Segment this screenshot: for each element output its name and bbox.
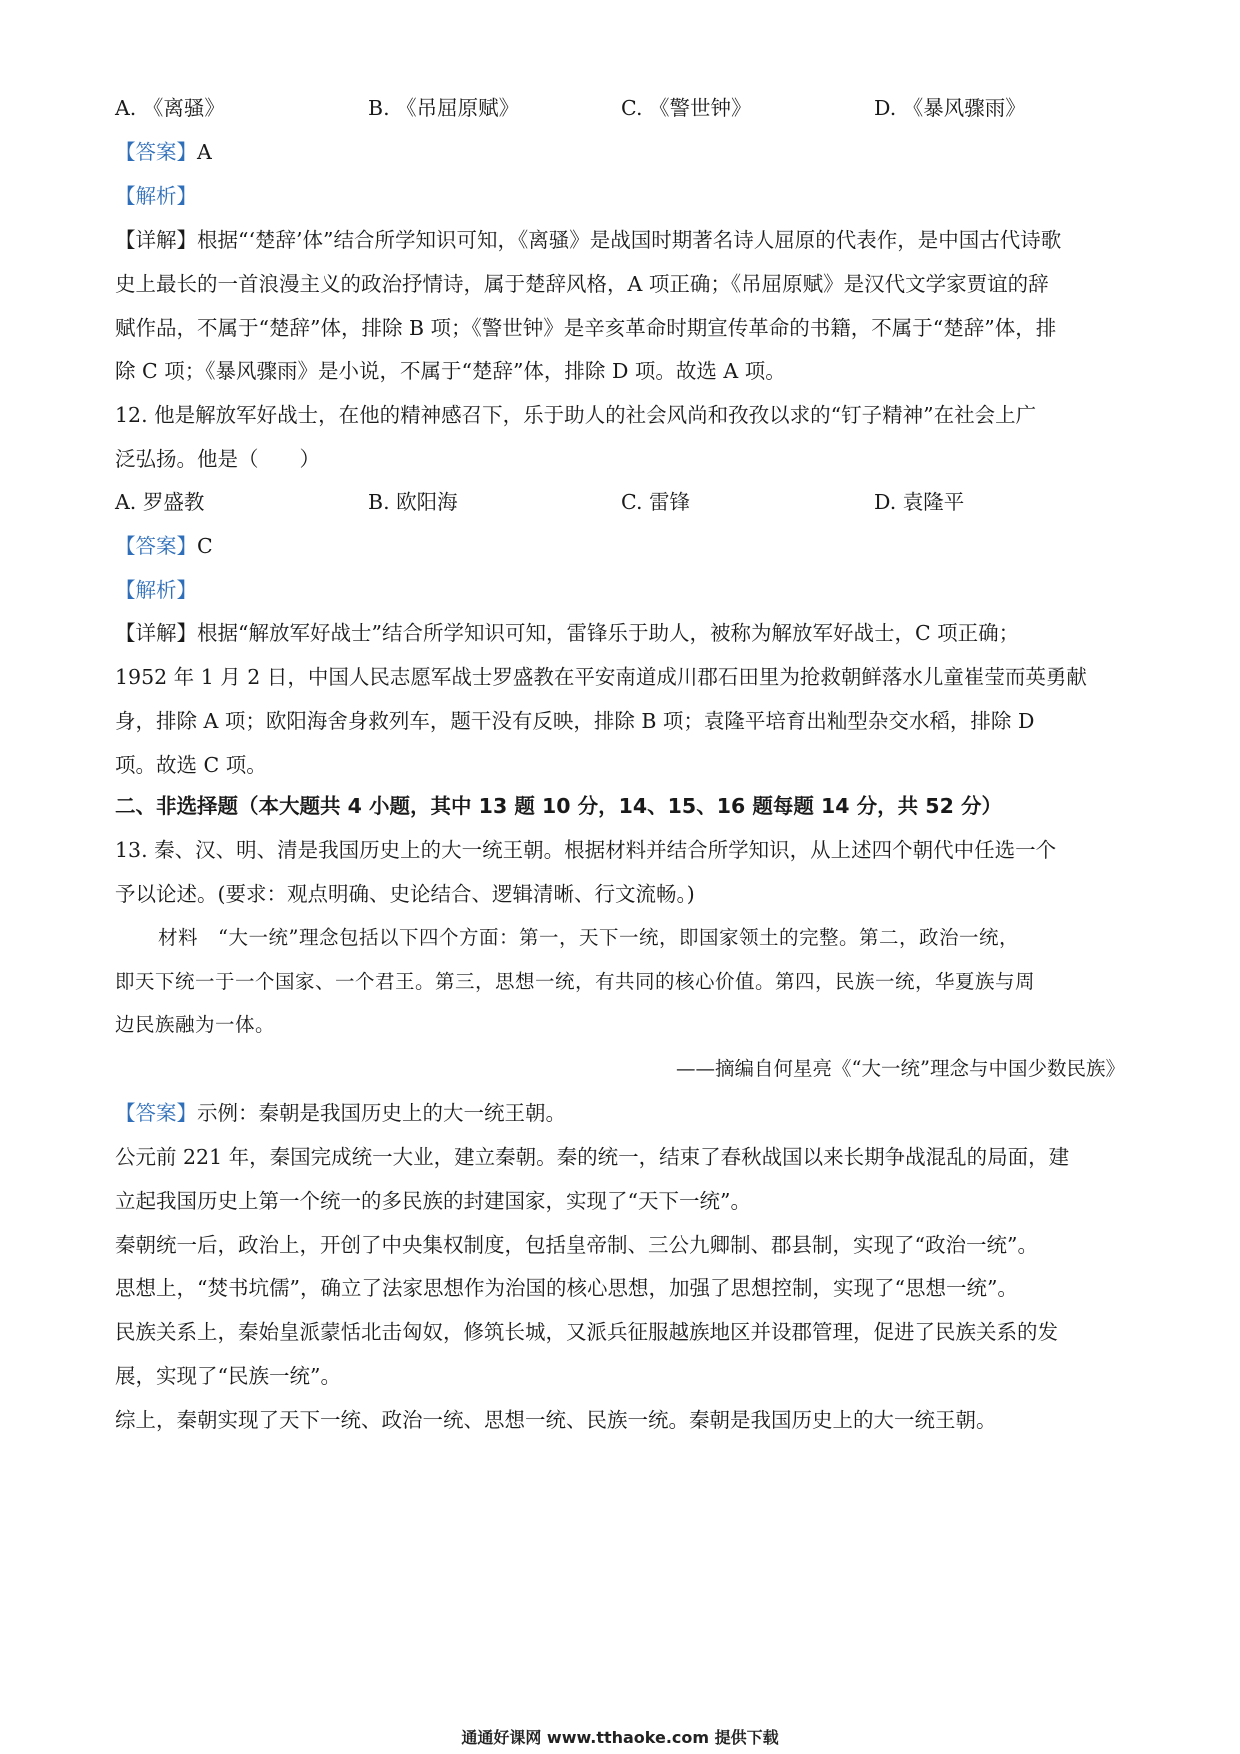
q11-answer xyxy=(115,137,212,167)
analysis-tag: 【解析】 xyxy=(115,184,197,208)
q12-detail-line: 1952 年 1 月 2 日，中国人民志愿军战士罗盛教在平安南道成川郡石田里为抢救朝鲜落水儿童崔莹而英勇献 xyxy=(115,665,1087,689)
q12-detail-line: 项。故选 C 项。 xyxy=(115,753,267,777)
q12-question-line: 12. 他是解放军好战士，在他的精神感召下，乐于助人的社会风尚和孜孜以求的“钉子精神”在社会上广 xyxy=(115,403,1037,427)
q13-answer-line: 综上，秦朝实现了天下一统、政治一统、思想一统、民族一统。秦朝是我国历史上的大一统王朝。 xyxy=(115,1408,997,1432)
page-footer: 通通好课网 www.tthaoke.com 提供下载 xyxy=(461,1728,779,1747)
q13-answer-line: 思想上，“焚书坑儒”，确立了法家思想作为治国的核心思想，加强了思想控制，实现了“思想一统”。 xyxy=(115,1276,1018,1300)
q12-answer-value: C xyxy=(197,534,213,558)
q11-option-c: C. 《警世钟》 xyxy=(621,96,752,120)
q11-detail-line xyxy=(115,225,1061,255)
q12-detail-line xyxy=(115,618,1019,648)
q11-option-a: A. 《离骚》 xyxy=(115,96,225,120)
q11-answer-value: A xyxy=(197,140,212,164)
q13-material-line: 边民族融为一体。 xyxy=(115,1013,276,1036)
analysis-tag: 【解析】 xyxy=(115,578,197,602)
q13-answer-line: 展，实现了“民族一统”。 xyxy=(115,1364,341,1388)
answer-tag: 【答案】 xyxy=(115,1101,197,1125)
q11-option-d: D. 《暴风骤雨》 xyxy=(874,96,1026,120)
q11-detail-line: 史上最长的一首浪漫主义的政治抒情诗，属于楚辞风格，A 项正确；《吊屈原赋》是汉代文学家贾谊的辞 xyxy=(115,272,1049,296)
q12-detail-text: 根据“解放军好战士”结合所学知识可知，雷锋乐于助人，被称为解放军好战士，C 项正确； xyxy=(197,621,1020,645)
q11-analysis-heading xyxy=(115,181,197,211)
q13-question-line: 予以论述。(要求：观点明确、史论结合、逻辑清晰、行文流畅。) xyxy=(115,882,695,906)
q11-detail-text: 根据“‘楚辞’体”结合所学知识可知，《离骚》是战国时期著名诗人屈原的代表作，是中国古代诗歌 xyxy=(197,228,1062,252)
q13-question-line: 13. 秦、汉、明、清是我国历史上的大一统王朝。根据材料并结合所学知识，从上述四个朝代中任选一个 xyxy=(115,838,1057,862)
detail-tag: 【详解】 xyxy=(115,228,197,252)
q13-answer-first: 示例：秦朝是我国历史上的大一统王朝。 xyxy=(197,1101,566,1125)
q11-detail-line: 除 C 项；《暴风骤雨》是小说，不属于“楚辞”体，排除 D 项。故选 A 项。 xyxy=(115,359,786,383)
q13-answer xyxy=(115,1098,566,1128)
q12-option-b: B. 欧阳海 xyxy=(368,490,458,514)
q12-option-a: A. 罗盛教 xyxy=(115,490,205,514)
q13-answer-line: 秦朝统一后，政治上，开创了中央集权制度，包括皇帝制、三公九卿制、郡县制，实现了“政治一统”。 xyxy=(115,1233,1038,1257)
q13-material-line: 即天下统一于一个国家、一个君王。第三，思想一统，有共同的核心价值。第四，民族一统，华夏族与周 xyxy=(115,970,1036,993)
q13-material-line: 材料 “大一统”理念包括以下四个方面：第一，天下一统，即国家领土的完整。第二，政治一统， xyxy=(158,926,1019,949)
section-title: 二、非选择题（本大题共 4 小题，其中 13 题 10 分，14、15、16 题每题 14 分，共 52 分） xyxy=(115,794,1002,818)
q12-option-d: D. 袁隆平 xyxy=(874,490,965,514)
q13-source: ——摘编自何星亮《“大一统”理念与中国少数民族》 xyxy=(676,1057,1125,1080)
detail-tag: 【详解】 xyxy=(115,621,197,645)
q12-question-line: 泛弘扬。他是（ ） xyxy=(115,447,320,471)
q13-answer-line: 立起我国历史上第一个统一的多民族的封建国家，实现了“天下一统”。 xyxy=(115,1189,751,1213)
answer-tag: 【答案】 xyxy=(115,534,197,558)
q11-detail-line: 赋作品，不属于“楚辞”体，排除 B 项；《警世钟》是辛亥革命时期宣传革命的书籍，不属于“楚辞”体，排 xyxy=(115,316,1057,340)
q12-detail-line: 身，排除 A 项；欧阳海舍身救列车，题干没有反映，排除 B 项；袁隆平培育出籼型杂交水稻，排除 D xyxy=(115,709,1035,733)
q12-answer xyxy=(115,531,213,561)
q12-option-c: C. 雷锋 xyxy=(621,490,690,514)
q13-answer-line: 公元前 221 年，秦国完成统一大业，建立秦朝。秦的统一，结束了春秋战国以来长期争战混乱的局面，建 xyxy=(115,1145,1070,1169)
q12-analysis-heading xyxy=(115,575,197,605)
answer-tag: 【答案】 xyxy=(115,140,197,164)
q11-option-b: B. 《吊屈原赋》 xyxy=(368,96,520,120)
q13-answer-line: 民族关系上，秦始皇派蒙恬北击匈奴，修筑长城，又派兵征服越族地区并设郡管理，促进了民族关系的发 xyxy=(115,1320,1058,1344)
